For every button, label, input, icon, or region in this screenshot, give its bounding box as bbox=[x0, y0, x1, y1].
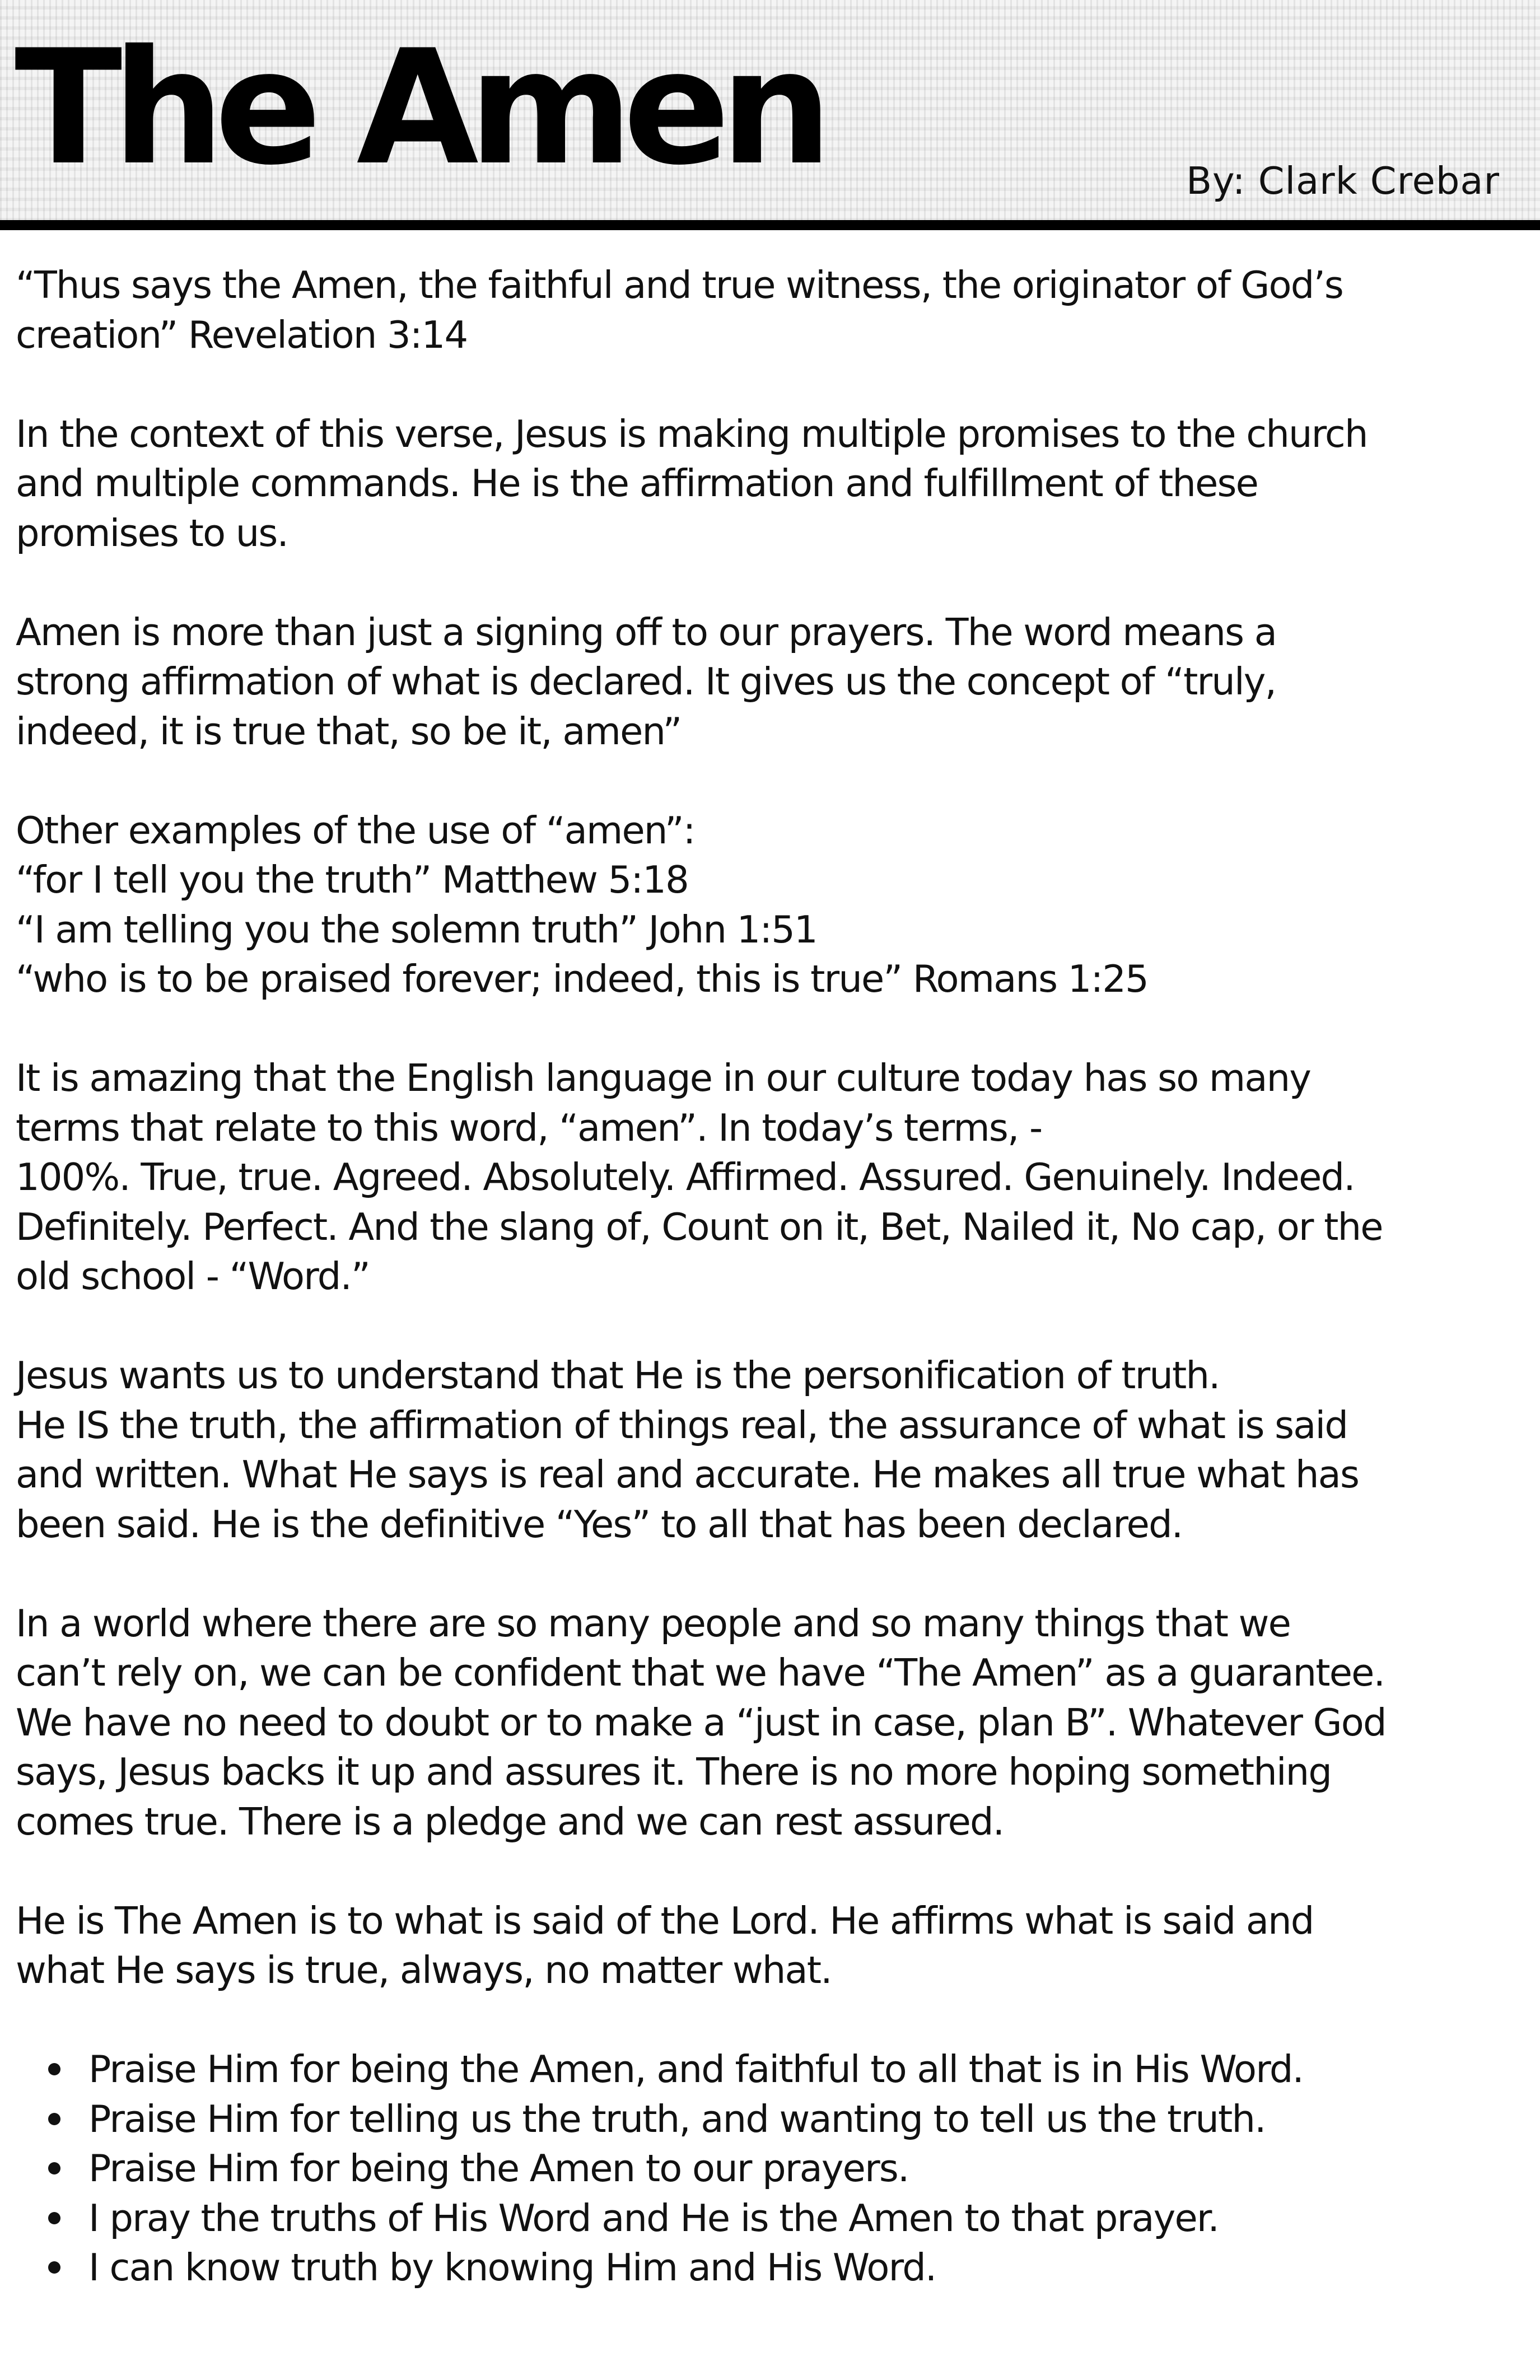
text-line: old school - “Word.” bbox=[16, 1254, 370, 1298]
list-item-text: Praise Him for being the Amen to our prayers. bbox=[88, 2146, 909, 2190]
text-line: Amen is more than just a signing off to our prayers. The word means a bbox=[16, 610, 1276, 654]
list-item-text: I pray the truths of His Word and He is the Amen to that prayer. bbox=[88, 2196, 1219, 2240]
author-byline: By: Clark Crebar bbox=[1186, 159, 1500, 203]
text-line: and multiple commands. He is the affirmation and fulfillment of these bbox=[16, 461, 1258, 505]
text-line: creation” Revelation 3:14 bbox=[16, 312, 468, 357]
paragraph-personification bbox=[16, 1351, 1516, 1549]
bullet-icon bbox=[48, 2261, 60, 2274]
bullet-icon bbox=[48, 2212, 60, 2224]
list-item bbox=[16, 2094, 1516, 2144]
text-line: what He says is true, always, no matter what. bbox=[16, 1948, 832, 1992]
text-line: “who is to be praised forever; indeed, this is true” Romans 1:25 bbox=[16, 957, 1148, 1001]
list-item bbox=[16, 2243, 1516, 2293]
bullet-icon bbox=[48, 2063, 60, 2075]
text-line: comes true. There is a pledge and we can rest assured. bbox=[16, 1799, 1004, 1844]
list-item-text: Praise Him for being the Amen, and faithful to all that is in His Word. bbox=[88, 2047, 1304, 2091]
text-line: We have no need to doubt or to make a “just in case, plan B”. Whatever God bbox=[16, 1700, 1386, 1744]
header-divider bbox=[0, 220, 1540, 230]
paragraph-meaning bbox=[16, 608, 1516, 757]
paragraph-scripture bbox=[16, 260, 1516, 360]
text-line: In the context of this verse, Jesus is making multiple promises to the church bbox=[16, 412, 1368, 456]
text-line: can’t rely on, we can be confident that we have “The Amen” as a guarantee. bbox=[16, 1651, 1385, 1695]
text-line: terms that relate to this word, “amen”. In today’s terms, - bbox=[16, 1105, 1042, 1150]
article-body bbox=[16, 260, 1516, 2293]
header-banner bbox=[0, 0, 1540, 221]
paragraph-examples bbox=[16, 806, 1516, 1004]
list-item bbox=[16, 2194, 1516, 2243]
paragraph-guarantee bbox=[16, 1599, 1516, 1847]
list-item-text: Praise Him for telling us the truth, and wanting to tell us the truth. bbox=[88, 2097, 1266, 2141]
text-line: Definitely. Perfect. And the slang of, Count on it, Bet, Nailed it, No cap, or the bbox=[16, 1205, 1383, 1249]
paragraph-english-terms bbox=[16, 1053, 1516, 1301]
text-line: “I am telling you the solemn truth” John 1:51 bbox=[16, 907, 817, 951]
text-line: He IS the truth, the affirmation of things real, the assurance of what is said bbox=[16, 1403, 1348, 1447]
text-line: 100%. True, true. Agreed. Absolutely. Affirmed. Assured. Genuinely. Indeed. bbox=[16, 1155, 1355, 1199]
text-line: Other examples of the use of “amen”: bbox=[16, 808, 695, 852]
text-line: “Thus says the Amen, the faithful and true witness, the originator of God’s bbox=[16, 263, 1343, 307]
text-line: indeed, it is true that, so be it, amen” bbox=[16, 709, 682, 753]
list-item bbox=[16, 2144, 1516, 2194]
text-line: says, Jesus backs it up and assures it. There is no more hoping something bbox=[16, 1750, 1332, 1794]
text-line: In a world where there are so many people and so many things that we bbox=[16, 1601, 1291, 1645]
bullet-icon bbox=[48, 2113, 60, 2125]
text-line: been said. He is the definitive “Yes” to all that has been declared. bbox=[16, 1502, 1183, 1546]
text-line: He is The Amen is to what is said of the Lord. He affirms what is said and bbox=[16, 1898, 1314, 1943]
paragraph-conclusion bbox=[16, 1896, 1516, 1995]
text-line: It is amazing that the English language in our culture today has so many bbox=[16, 1056, 1311, 1100]
praise-list bbox=[16, 2045, 1516, 2293]
text-line: “for I tell you the truth” Matthew 5:18 bbox=[16, 858, 688, 902]
list-item-text: I can know truth by knowing Him and His Word. bbox=[88, 2246, 936, 2289]
page-title: The Amen bbox=[15, 16, 823, 200]
text-line: strong affirmation of what is declared. It gives us the concept of “truly, bbox=[16, 660, 1276, 703]
text-line: and written. What He says is real and accurate. He makes all true what has bbox=[16, 1453, 1359, 1496]
text-line: promises to us. bbox=[16, 511, 288, 555]
bullet-icon bbox=[48, 2162, 60, 2174]
text-line: Jesus wants us to understand that He is the personification of truth. bbox=[16, 1354, 1220, 1397]
list-item bbox=[16, 2045, 1516, 2094]
paragraph-context bbox=[16, 409, 1516, 558]
